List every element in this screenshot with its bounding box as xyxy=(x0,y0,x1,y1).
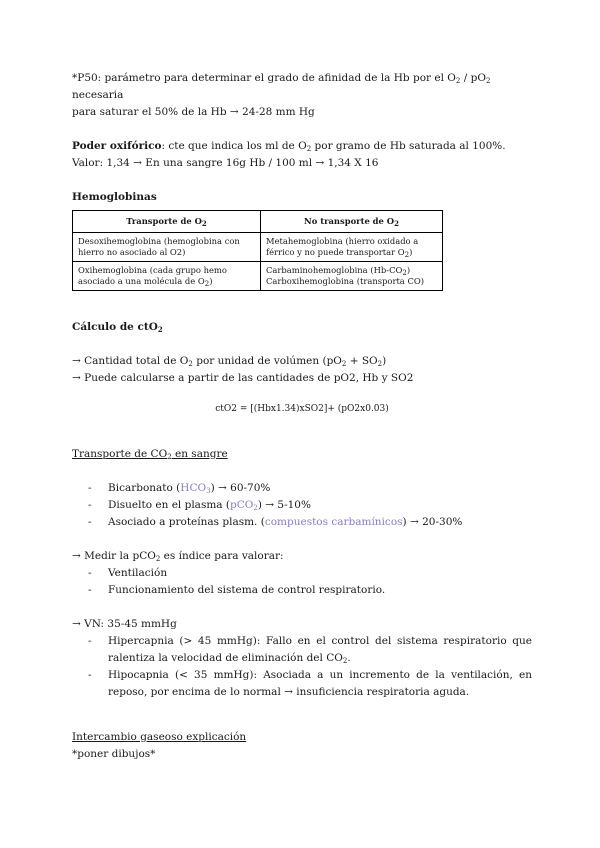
list-item: - Disuelto en el plasma (pCO$_2$) → 5-10% xyxy=(88,497,532,514)
vn-list xyxy=(72,633,532,701)
list-item: - Ventilación xyxy=(88,565,532,582)
table-header-transporte: Transporte de $O_2$ xyxy=(73,211,261,233)
document-page xyxy=(72,70,532,763)
calculo-line-1: → Cantidad total de $O_2$ por unidad de volúmen $(pO_2 + SO_2)$ xyxy=(72,355,387,368)
calculo-heading: Cálculo de ctO$_2$ xyxy=(72,321,163,334)
vn-line: → VN: 35-45 mmHg xyxy=(72,618,177,630)
hemoglobinas-table xyxy=(72,210,443,291)
table-row xyxy=(73,233,443,262)
table-cell: Desoxihemoglobina (hemoglobina con hierro no asociado al O2) xyxy=(73,233,261,262)
poder-oxiforico-paragraph: Poder oxifórico: cte que indica los ml de $O_2$ por gramo de Hb saturada al 100%. Valor: 1,34 → En una sangre 16g Hb / 100 ml → 1,34 X 16 xyxy=(72,140,506,169)
co2-transport-list xyxy=(72,480,532,531)
table-header-no-transporte: No transporte de $O_2$ xyxy=(261,211,443,233)
poder-oxiforico-label: Poder oxifórico xyxy=(72,140,162,152)
medir-list xyxy=(72,565,532,599)
hemoglobinas-heading: Hemoglobinas xyxy=(72,191,157,203)
p50-paragraph: *P50: parámetro para determinar el grado de afinidad de la Hb por el $O_2 / pO_2$ necesaria para saturar el 50% de la Hb → 24-28 mm Hg xyxy=(72,72,491,118)
table-cell: Carbaminohemoglobina $(Hb-CO_2)$ Carboxihemoglobina (transporta CO) xyxy=(261,262,443,291)
list-item: - Asociado a proteínas plasm. (compuestos carbamínicos) → 20-30% xyxy=(88,514,532,531)
calculo-line-2: → Puede calcularse a partir de las cantidades de pO2, Hb y SO2 xyxy=(72,372,414,384)
table-cell: Oxihemoglobina (cada grupo hemo asociado a una molécula de $O_2$) xyxy=(73,262,261,291)
table-cell: Metahemoglobina (hierro oxidado a férrico y no puede transportar $O_2$) xyxy=(261,233,443,262)
intercambio-note: *poner dibujos* xyxy=(72,748,156,760)
cto2-formula: ctO2 = [(Hbx1.34)xSO2]+ (pO2x0.03) xyxy=(215,404,389,414)
table-row xyxy=(73,262,443,291)
poder-oxiforico-valor: Valor: 1,34 → En una sangre 16g Hb / 100 ml → 1,34 X 16 xyxy=(72,157,379,169)
list-item: - Hipocapnia (< 35 mmHg): Asociada a un incremento de la ventilación, en reposo, por encima de lo normal → insuficiencia respiratoria aguda. xyxy=(88,667,532,701)
list-item: - Hipercapnia (> 45 mmHg): Fallo en el control del sistema respiratorio que ralentiza la velocidad de eliminación del $CO_2$. xyxy=(88,633,532,667)
co2-transport-heading: Transporte de $CO_2$ en sangre xyxy=(72,448,228,461)
table-header-row xyxy=(73,211,443,233)
medir-pco2-line: → Medir la pCO$_2$ es índice para valorar: xyxy=(72,550,284,563)
intercambio-heading: Intercambio gaseoso explicación xyxy=(72,731,247,743)
list-item: - Bicarbonato $(HCO_3) \to 60-70\%$ xyxy=(88,480,532,497)
list-item: - Funcionamiento del sistema de control respiratorio. xyxy=(88,582,532,599)
